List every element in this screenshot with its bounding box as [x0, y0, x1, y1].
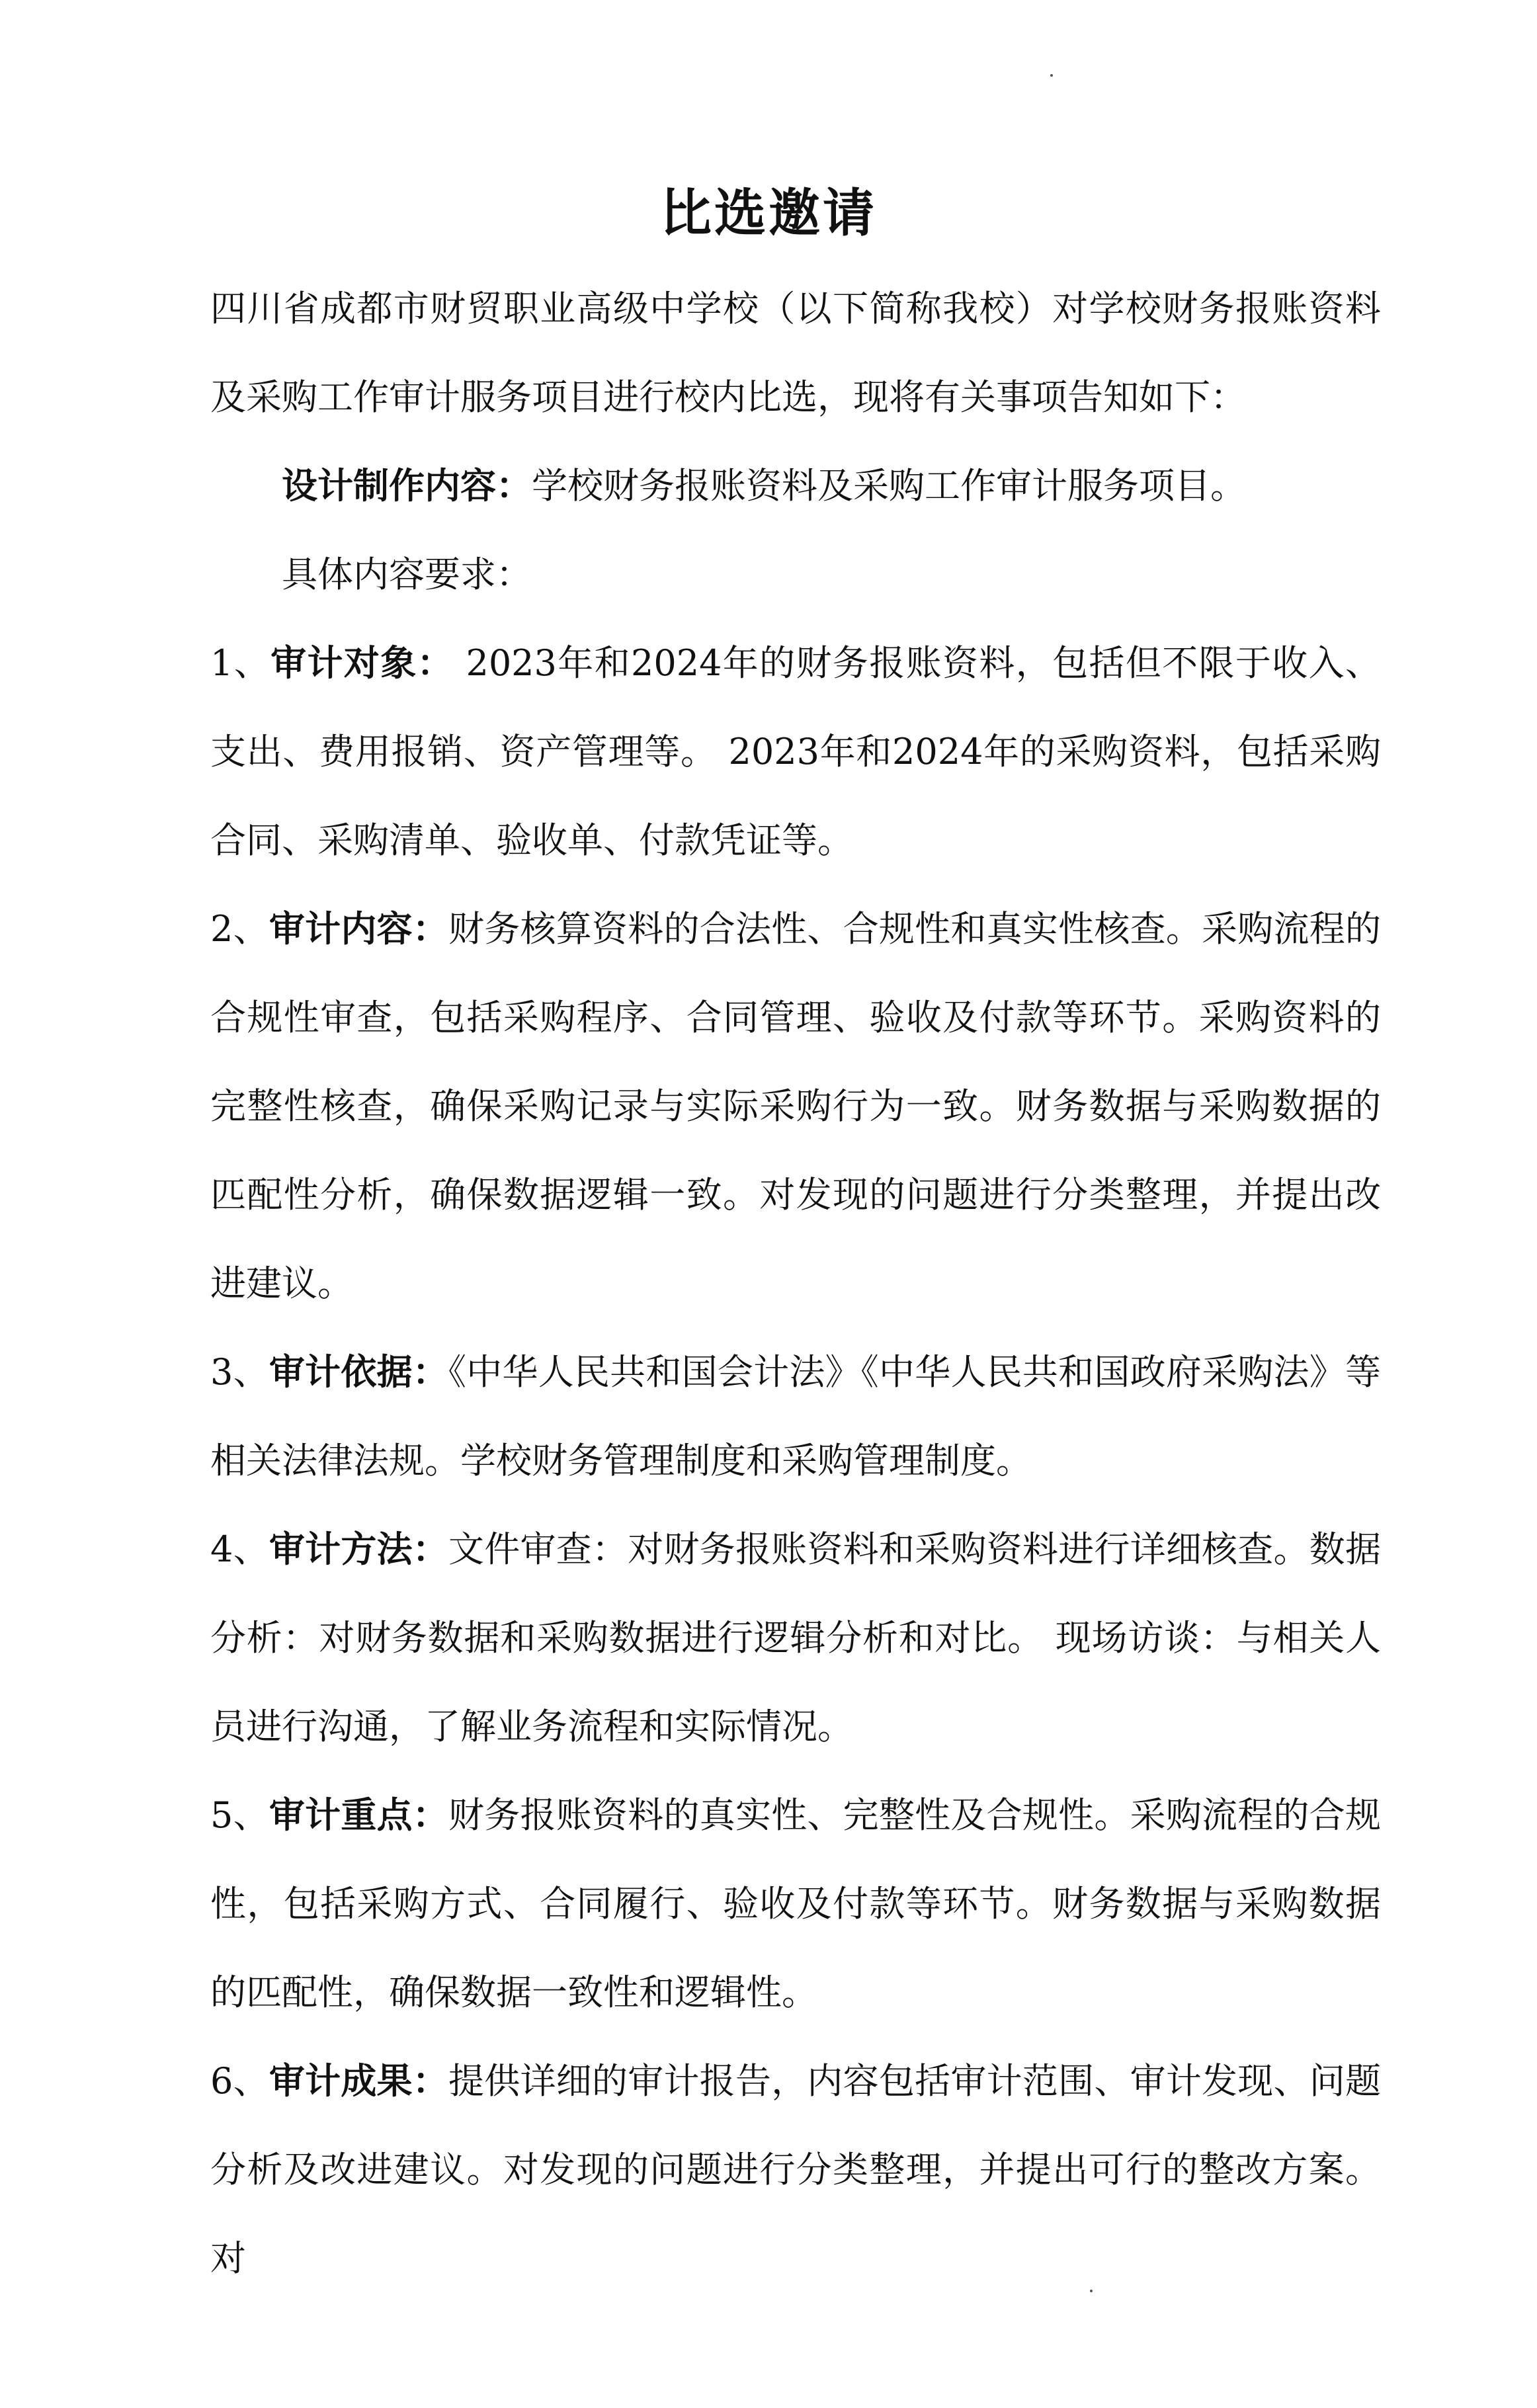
item-label: 审计依据： — [269, 1351, 448, 1393]
item-audit-results — [210, 2037, 1381, 2303]
item-number: 3、 — [210, 1351, 269, 1393]
item-audit-method — [210, 1505, 1381, 1771]
item-label: 审计对象： — [270, 642, 454, 684]
requirements-heading: 具体内容要求： — [282, 554, 532, 595]
design-content-paragraph — [210, 442, 1381, 530]
item-audit-object — [210, 619, 1381, 885]
item-audit-basis — [210, 1328, 1381, 1505]
item-text: 财务报账资料的真实性、完整性及合规性。采购流程的合规性，包括采购方式、合同履行、验收及付款等环节。财务数据与采购数据的匹配性，确保数据一致性和逻辑性。 — [210, 1794, 1382, 2013]
item-number: 6、 — [210, 2060, 269, 2102]
item-text: 《中华人民共和国会计法》《中华人民共和国政府采购法》等相关法律法规。学校财务管理制度和采购管理制度。 — [210, 1351, 1382, 1481]
design-content-label: 设计制作内容： — [282, 465, 532, 507]
item-text: 文件审查：对财务报账资料和采购资料进行详细核查。数据分析：对财务数据和采购数据进行逻辑分析和对比。 现场访谈：与相关人员进行沟通，了解业务流程和实际情况。 — [210, 1528, 1382, 1747]
document-title: 比选邀请 — [659, 184, 877, 243]
item-audit-content — [210, 885, 1381, 1328]
document-body — [210, 265, 1381, 2303]
item-label: 审计成果： — [269, 2060, 449, 2102]
item-number: 2、 — [210, 908, 269, 950]
item-number: 5、 — [210, 1794, 269, 1836]
intro-paragraph: 四川省成都市财贸职业高级中学校（以下简称我校）对学校财务报账资料及采购工作审计服务项目进行校内比选，现将有关事项告知如下： — [210, 288, 1381, 418]
design-content-text: 学校财务报账资料及采购工作审计服务项目。 — [532, 465, 1246, 507]
item-text: 2023年和2024年的财务报账资料，包括但不限于收入、支出、费用报销、资产管理等。 2023年和2024年的采购资料，包括采购合同、采购清单、验收单、付款凭证等。 — [210, 642, 1382, 861]
item-number: 1、 — [210, 642, 271, 684]
item-text: 提供详细的审计报告，内容包括审计范围、审计发现、问题分析及改进建议。对发现的问题进行分类整理，并提出可行的整改方案。对 — [210, 2060, 1382, 2279]
item-number: 4、 — [210, 1528, 269, 1570]
item-label: 审计内容： — [269, 908, 449, 950]
item-label: 审计方法： — [269, 1528, 449, 1570]
item-label: 审计重点： — [269, 1794, 449, 1836]
item-text: 财务核算资料的合法性、合规性和真实性核查。采购流程的合规性审查，包括采购程序、合同管理、验收及付款等环节。采购资料的完整性核查，确保采购记录与实际采购行为一致。财务数据与采购数据的匹配性分析，确保数据逻辑一致。对发现的问题进行分类整理，并提出改进建议。 — [210, 908, 1382, 1304]
scan-speck — [1050, 74, 1053, 77]
item-audit-focus — [210, 1771, 1381, 2037]
